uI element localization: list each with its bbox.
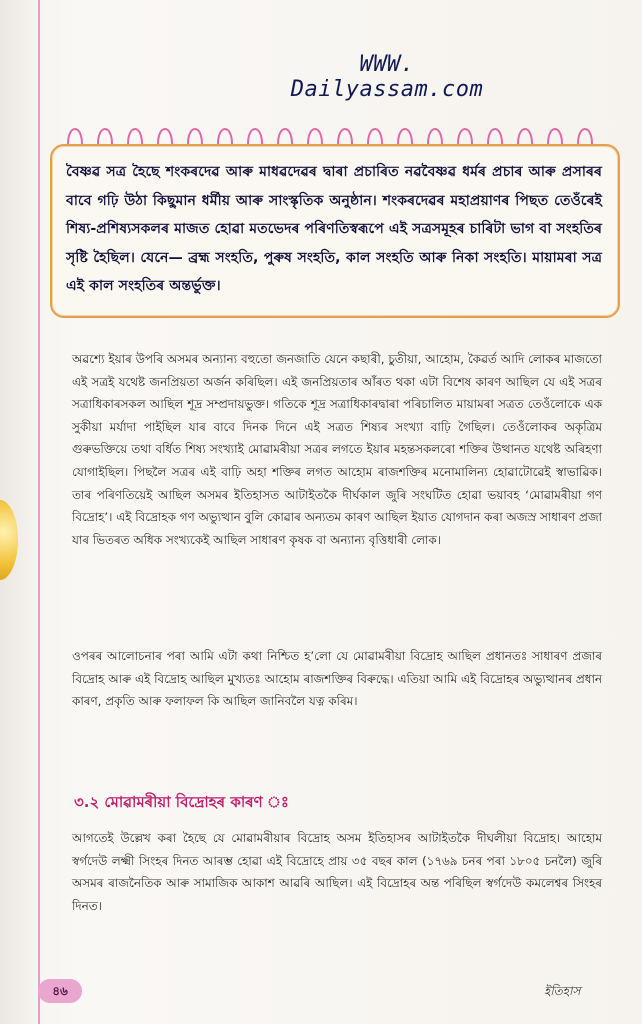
paragraph-3: আগতেই উল্লেখ কৰা হৈছে যে মোৱামৰীয়াৰ বিদ্ৰোহ অসম ইতিহাসৰ আটাইতকৈ দীঘলীয়া বিদ্ৰোহ। আহোম স্বৰ্গদেউ লক্ষ্মী সিংহৰ দিনত আৰম্ভ হোৱা এই বিদ্ৰোহে প্ৰায় ৩৫ বছৰ কাল (১৭৬৯ চনৰ পৰা ১৮০৫ চনলৈ) জুৰি অসমৰ ৰাজনৈতিক আৰু সামাজিক আকাশ আৱৰি আছিল। এই বিদ্ৰোহৰ অন্ত পৰিছিল স্বৰ্গদেউ কমলেশ্বৰ সিংহৰ দিনত।	[72, 831, 602, 913]
definition-note-box	[50, 144, 620, 318]
page-number-badge: ৪৬	[38, 979, 82, 1003]
watermark-url: WWW. Dailyassam.com	[290, 52, 484, 102]
note-text: বৈষ্ণৱ সত্ৰ হৈছে শংকৰদেৱ আৰু মাধৱদেৱৰ দ্বাৰা প্ৰচাৰিত নৱবৈষ্ণৱ ধৰ্মৰ প্ৰচাৰ আৰু প্ৰসাৰৰ বাবে গঢ়ি উঠা কিছুমান ধৰ্মীয় আৰু সাংস্কৃতিক অনুষ্ঠান। শংকৰদেৱৰ মহাপ্ৰয়াণৰ পিছত তেওঁৰেই শিষ্য-প্ৰশিষ্যসকলৰ মাজত হোৱা মতভেদৰ পৰিণতিস্বৰূপে এই সত্ৰসমূহৰ চাৰিটা ভাগ বা সংহতিৰ সৃষ্টি হৈছিল। যেনে— ব্ৰহ্ম সংহতি, পুৰুষ সংহতি, কাল সংহতি আৰু নিকা সংহতি। মায়ামৰা সত্ৰ এই কাল সংহতিৰ অন্তৰ্ভুক্ত।	[66, 164, 602, 295]
section-heading: ৩.২ মোৱামৰীয়া বিদ্ৰোহৰ কাৰণ ঃ	[74, 793, 289, 811]
paragraph-2: ওপৰৰ আলোচনাৰ পৰা আমি এটা কথা নিশ্চিত হ’লো যে মোৱামৰীয়া বিদ্ৰোহ আছিল প্ৰধানতঃ সাধাৰণ প্ৰজাৰ বিদ্ৰোহ আৰু এই বিদ্ৰোহ আছিল মুখ্যতঃ আহোম ৰাজশক্তিৰ বিৰুদ্ধে। এতিয়া আমি এই বিদ্ৰোহৰ অভ্যুত্থানৰ প্ৰধান কাৰণ, প্ৰকৃতি আৰু ফলাফল কি আছিল জানিবলৈ যত্ন কৰিম।	[72, 649, 602, 709]
footer-book-title: ইতিহাস	[544, 984, 581, 998]
yellow-highlight-blob	[0, 500, 18, 580]
paragraph-1: অৱশ্যে ইয়াৰ উপৰি অসমৰ অন্যান্য বহুতো জনজাতি যেনে কছাৰী, চুতীয়া, আহোম, কৈৱৰ্ত আদি লোকৰ মাজতো এই সত্ৰই যথেষ্ট জনপ্ৰিয়তা অৰ্জন কৰিছিল। এই জনপ্ৰিয়তাৰ আঁৰত থকা এটা বিশেষ কাৰণ আছিল যে এই সত্ৰৰ সত্ৰাধিকাৰসকল আছিল শূদ্ৰ সম্প্ৰদায়ভুক্ত। গতিকে শূদ্ৰ সত্ৰাধিকাৰদ্বাৰা পৰিচালিত মায়ামৰা সত্ৰত তেওঁলোকে এক সুকীয়া মৰ্যাদা পাইছিল যাৰ বাবে দিনক দিনে এই সত্ৰত শিষ্যৰ সংখ্যা বাঢ়ি গৈছিল। তেওঁলোকৰ অকৃত্ৰিম গুৰুভক্তিয়ে তথা বৰ্ধিত শিষ্য সংখ্যাই মোৱামৰীয়া সত্ৰৰ লগতে ইয়াৰ মহন্তসকলৰো শক্তিৰ উত্থানত যথেষ্ট অৰিহণা যোগাইছিল। পিছলৈ সত্ৰৰ এই বাঢ়ি অহা শক্তিৰ লগত আহোম ৰাজশক্তিৰ মনোমালিন্য হোৱাটোৱেই স্বাভাৱিক। তাৰ পৰিণতিয়েই আছিল অসমৰ ইতিহাসত আটাইতকৈ দীৰ্ঘকাল জুৰি সংঘটিত হোৱা ভয়াবহ ‘মোৱামৰীয়া গণ বিদ্ৰোহ’। এই বিদ্ৰোহক গণ অভ্যুত্থান বুলি কোৱাৰ অন্যতম কাৰণ আছিল ইয়াত যোগদান কৰা অজস্ৰ সাধাৰণ প্ৰজা যাৰ ভিতৰত অধিক সংখ্যকেই আছিল সাধাৰণ কৃষক বা অন্যান্য বৃত্তিধাৰী লোক।	[72, 352, 602, 547]
margin-line	[38, 0, 40, 1024]
